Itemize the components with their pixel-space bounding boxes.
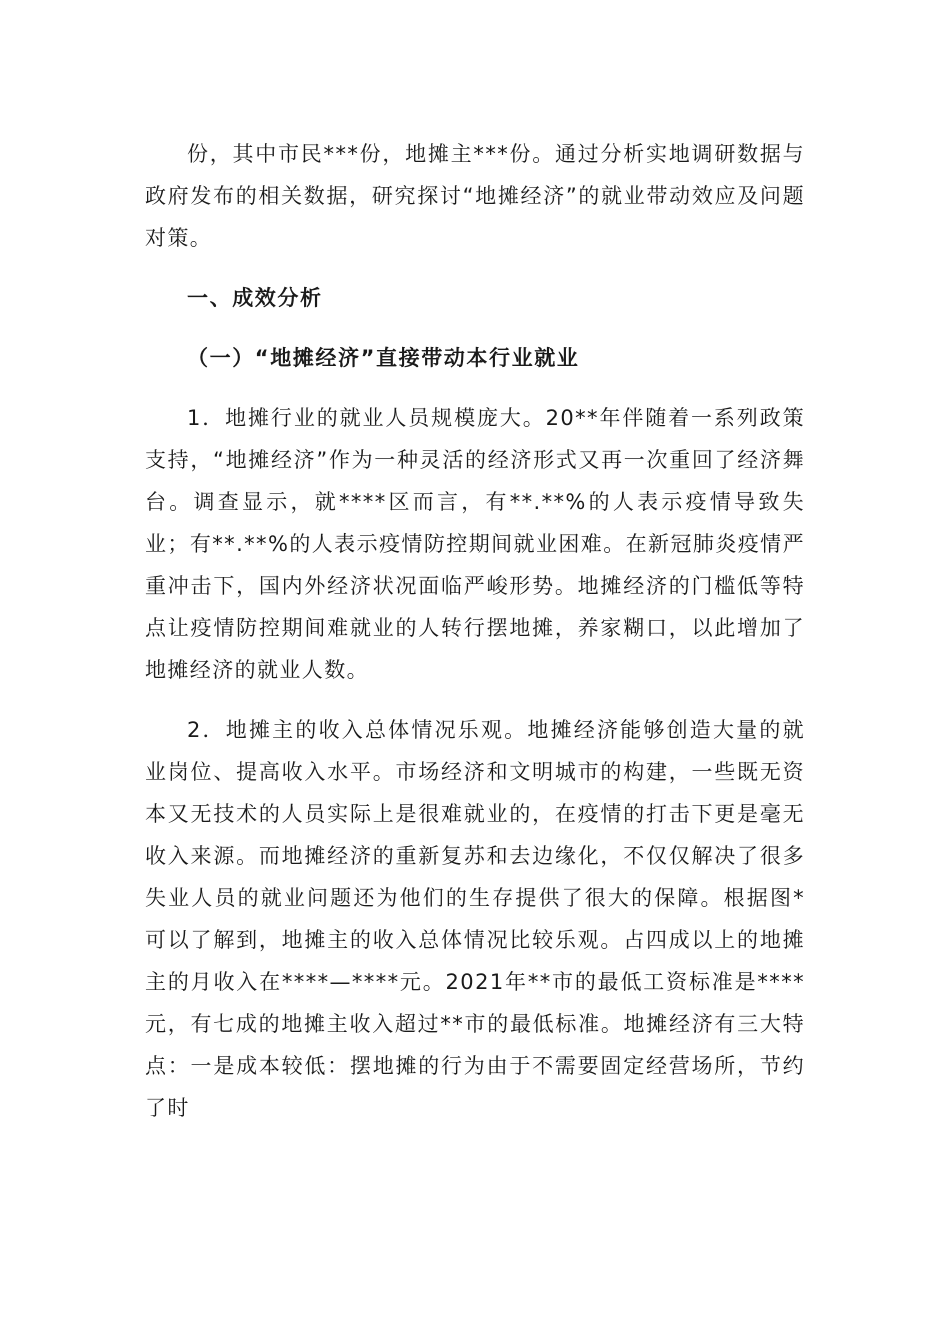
subsection-heading: （一）“地摊经济”直接带动本行业就业 [187,346,580,370]
paragraph-1: 1．地摊行业的就业人员规模庞大。20**年伴随着一系列政策支持，“地摊经济”作为一种灵活的经济形式又再一次重回了经济舞台。调查显示，就****区而言，有**.**%的人表示疫情导致失业；有**.**%的人表示疫情防控期间就业困难。在新冠肺炎疫情严重冲击下，国内外经济状况面临严峻形势。地摊经济的门槛低等特点让疫情防控期间难就业的人转行摆地摊，养家糊口，以此增加了地摊经济的就业人数。 [145,406,805,682]
intro-paragraph: 份，其中市民***份，地摊主***份。通过分析实地调研数据与政府发布的相关数据，研究探讨“地摊经济”的就业带动效应及问题对策。 [145,142,805,250]
section-heading: 一、成效分析 [187,286,323,310]
paragraph-2: 2．地摊主的收入总体情况乐观。地摊经济能够创造大量的就业岗位、提高收入水平。市场经济和文明城市的构建，一些既无资本又无技术的人员实际上是很难就业的，在疫情的打击下更是毫无收入来源。而地摊经济的重新复苏和去边缘化，不仅仅解决了很多失业人员的就业问题还为他们的生存提供了很大的保障。根据图*可以了解到，地摊主的收入总体情况比较乐观。占四成以上的地摊主的月收入在****—****元。2021年**市的最低工资标准是****元，有七成的地摊主收入超过**市的最低标准。地摊经济有三大特点：一是成本较低：摆地摊的行为由于不需要固定经营场所，节约了时 [145,718,805,1120]
document-body [145,133,805,1129]
